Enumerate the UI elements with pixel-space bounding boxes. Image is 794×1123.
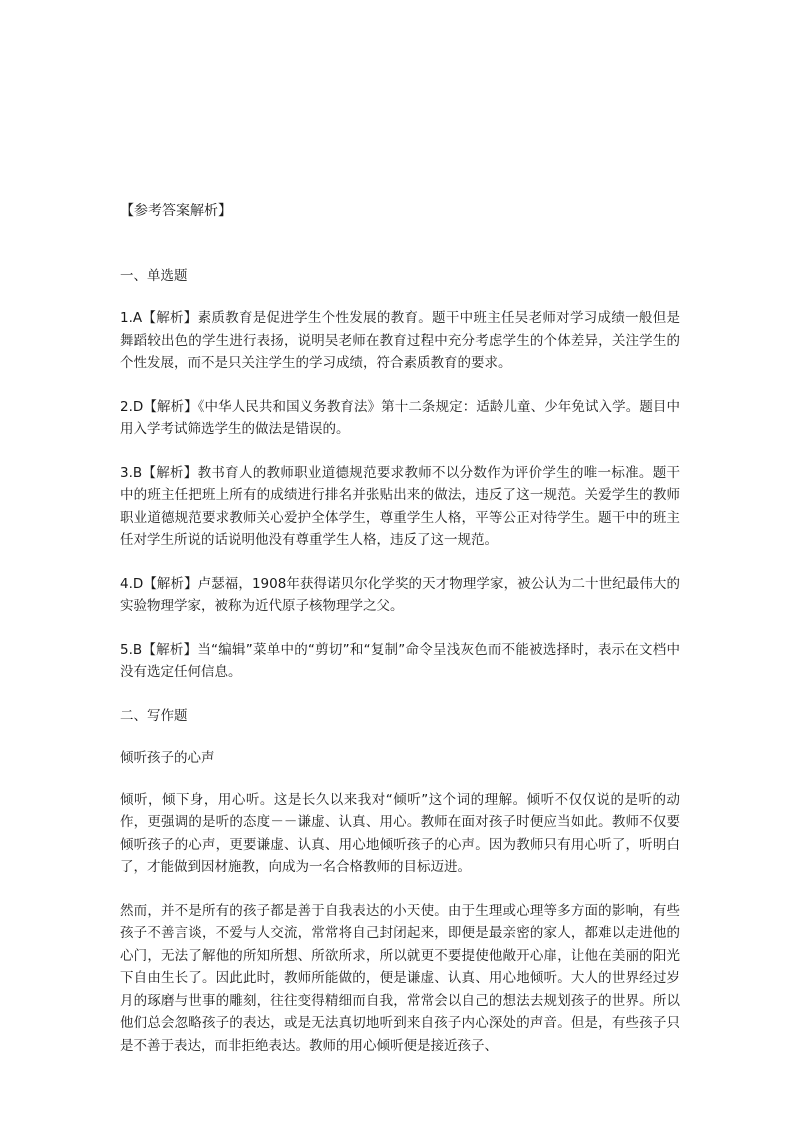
essay-paragraph-2: 然而，并不是所有的孩子都是善于自我表达的小天使。由于生理或心理等多方面的影响，有些孩子不善言谈，不爱与人交流，常常将自己封闭起来，即便是最亲密的家人，都难以走进他的心门，无法了解他的所知所想、所欲所求，所以就更不要提使他敞开心扉，让他在美丽的阳光下自由生长了。因此此时，教师所能做的，便是谦虚、认真、用心地倾听。大人的世界经过岁月的琢磨与世事的雕刻，往往变得精细而自我，常常会以自己的想法去规划孩子的世界。所以他们总会忽略孩子的表达，或是无法真切地听到来自孩子内心深处的声音。但是，有些孩子只是不善于表达，而非拒绝表达。教师的用心倾听便是接近孩子、 (120, 902, 680, 1054)
essay-paragraph-1: 倾听，倾下身，用心听。这是长久以来我对“倾听”这个词的理解。倾听不仅仅说的是听的动作，更强调的是听的态度－－谦虚、认真、用心。教师在面对孩子时便应当如此。教师不仅要倾听孩子的心声，更要谦虚、认真、用心地倾听孩子的心声。因为教师只有用心听了，听明白了，才能做到因材施教，向成为一名合格教师的目标迈进。 (120, 791, 680, 875)
answer-item-4: 4.D【解析】卢瑟福，1908年获得诺贝尔化学奖的天才物理学家，被公认为二十世纪最伟大的实验物理学家，被称为近代原子核物理学之父。 (120, 575, 680, 614)
answer-item-1: 1.A【解析】素质教育是促进学生个性发展的教育。题干中班主任吴老师对学习成绩一般但是舞蹈较出色的学生进行表扬，说明吴老师在教育过程中充分考虑学生的个体差异，关注学生的个性发展，而不是只关注学生的学习成绩，符合素质教育的要求。 (120, 310, 680, 371)
document-page (120, 199, 680, 1057)
answer-item-2: 2.D【解析】《中华人民共和国义务教育法》第十二条规定：适龄儿童、少年免试入学。题目中用入学考试筛选学生的做法是错误的。 (120, 398, 680, 437)
document-title: 【参考答案解析】 (120, 203, 232, 219)
answer-item-5: 5.B【解析】当“编辑”菜单中的“剪切”和“复制”命令呈浅灰色而不能被选择时，表示在文档中没有选定任何信息。 (120, 641, 680, 680)
essay-title: 倾听孩子的心声 (120, 749, 215, 766)
section-heading-writing: 二、写作题 (120, 707, 188, 724)
answer-item-3: 3.B【解析】教书育人的教师职业道德规范要求教师不以分数作为评价学生的唯一标准。题干中的班主任把班上所有的成绩进行排名并张贴出来的做法，违反了这一规范。关爱学生的教师职业道德规范要求教师关心爱护全体学生，尊重学生人格，平等公正对待学生。题干中的班主任对学生所说的话说明他没有尊重学生人格，违反了这一规范。 (120, 464, 680, 548)
section-heading-single-choice: 一、单选题 (120, 268, 188, 284)
